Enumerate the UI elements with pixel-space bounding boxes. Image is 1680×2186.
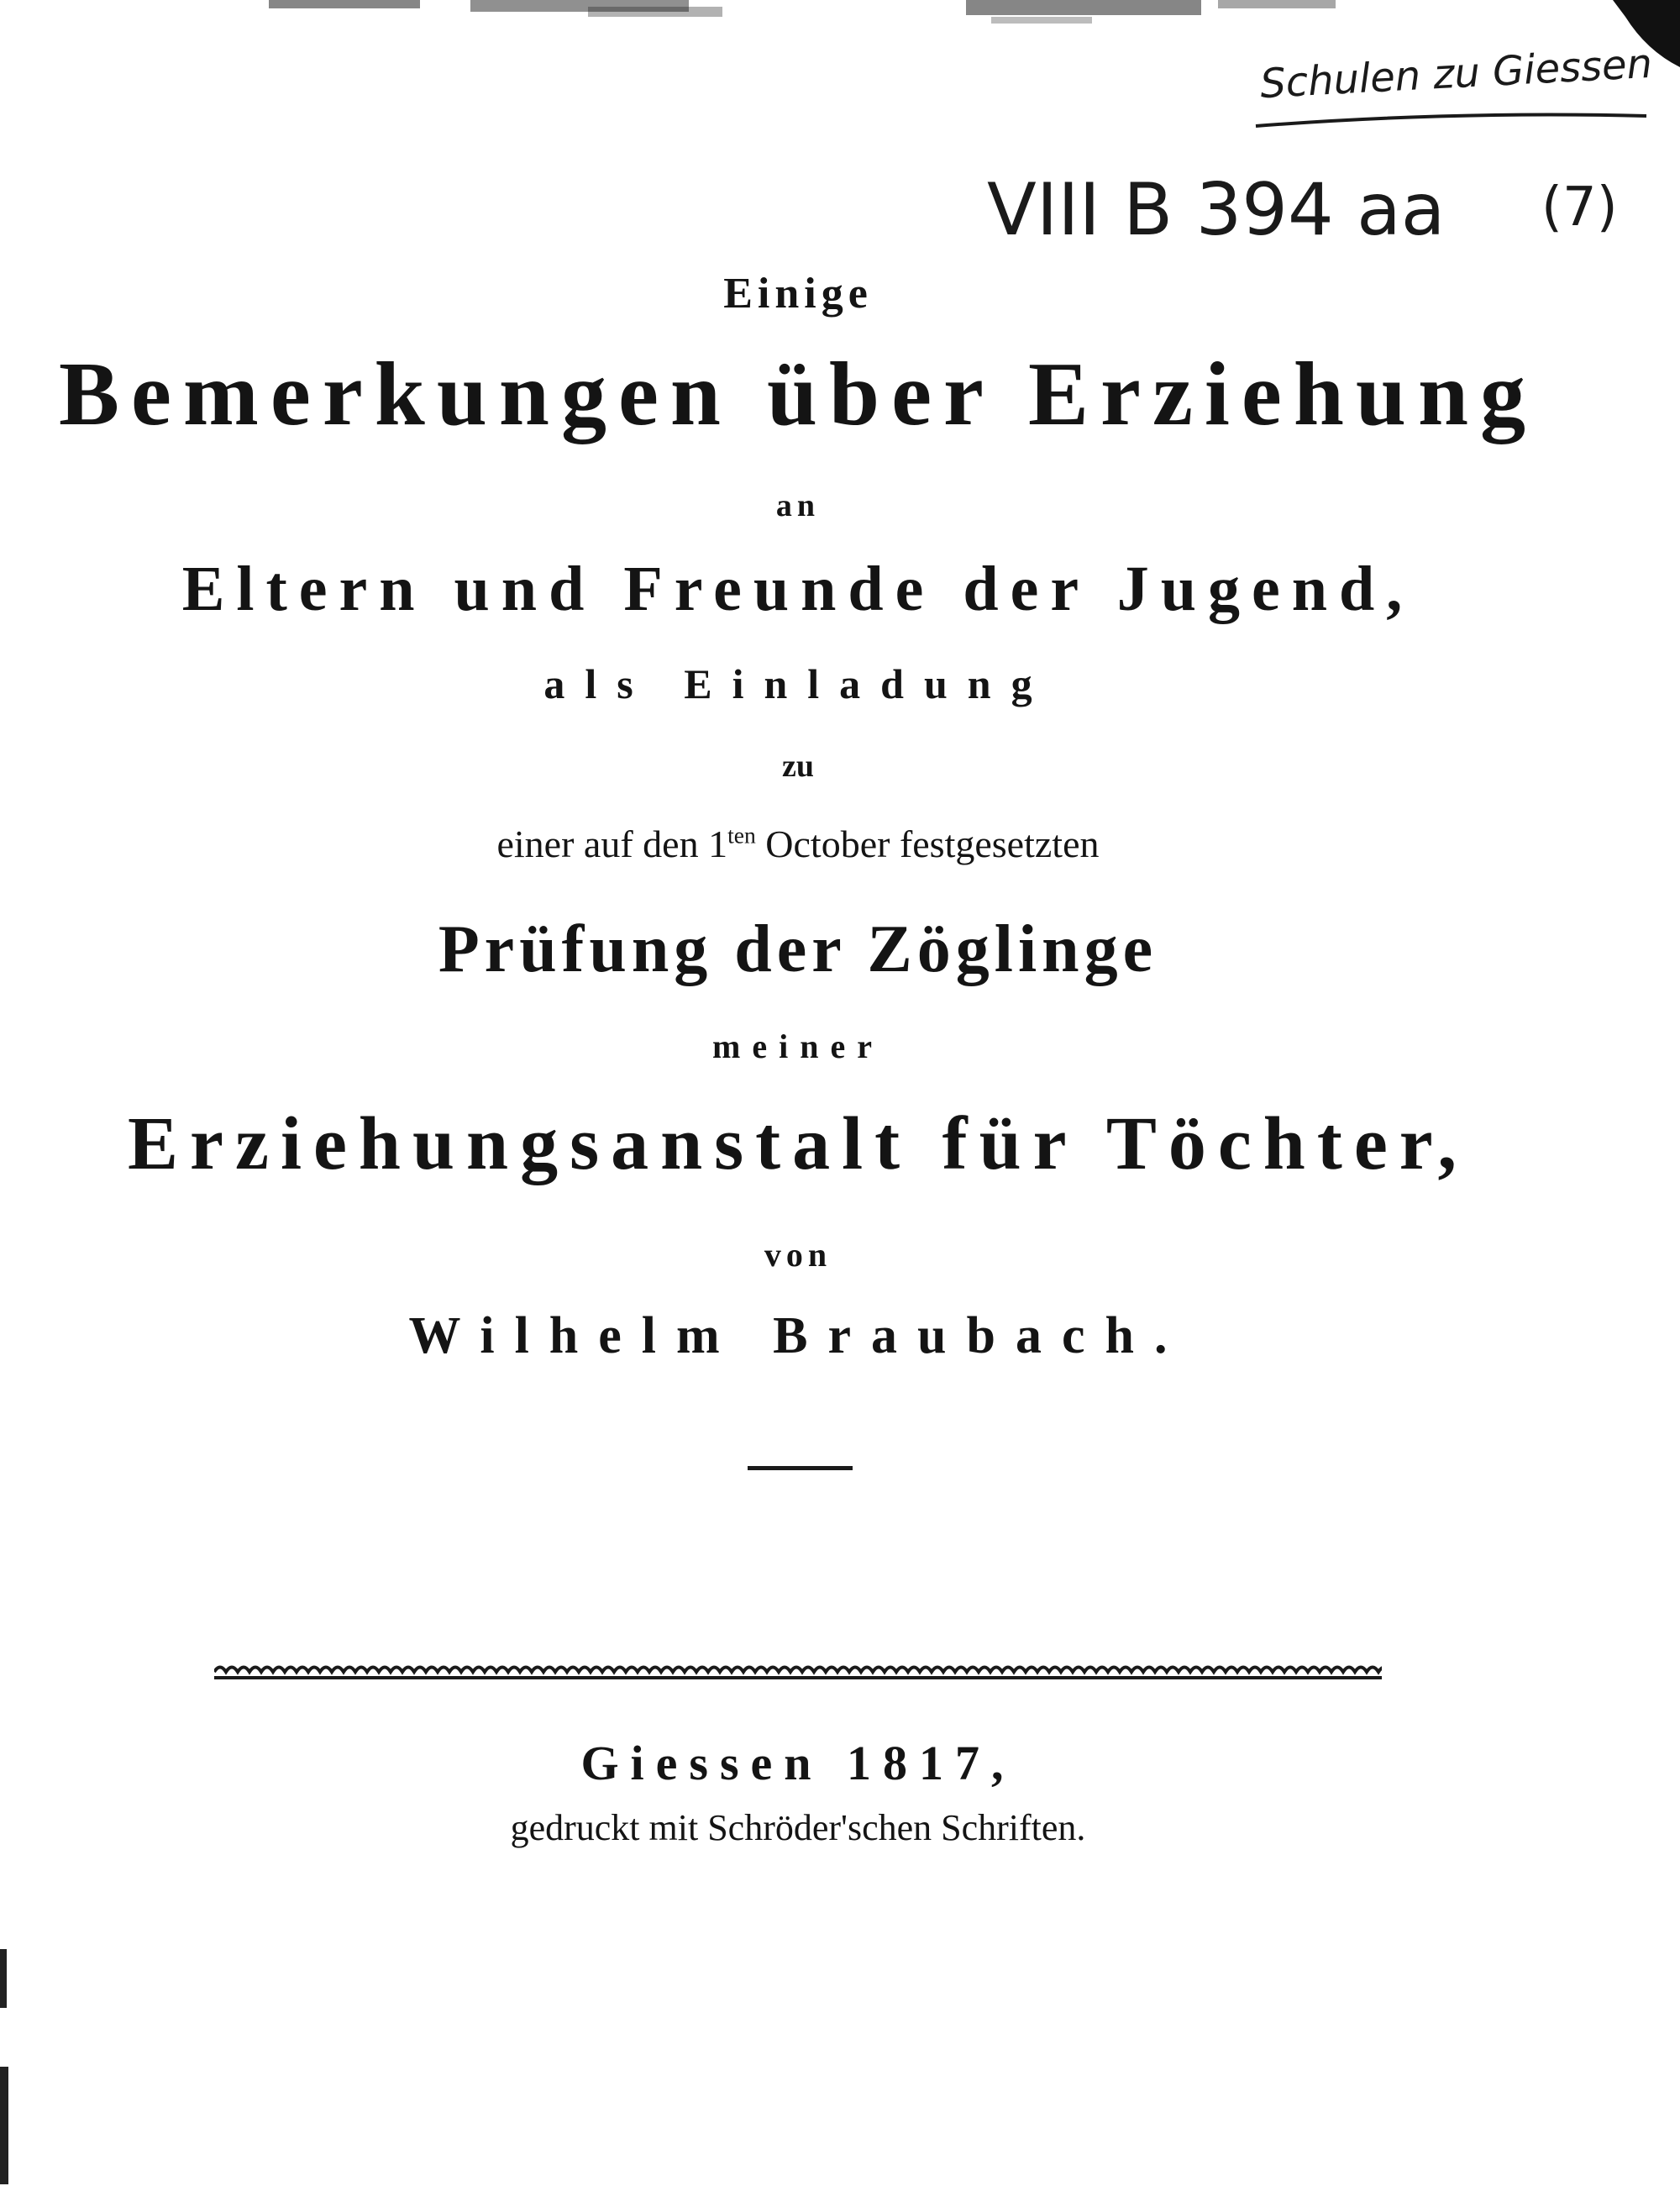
imprint-printer: gedruckt mit Schröder'schen Schriften. [510, 1807, 1086, 1848]
handwritten-shelfmark: VIII B 394 aa [987, 168, 1446, 252]
title-line-bemerkungen: Bemerkungen über Erziehung [58, 344, 1538, 444]
title-line-einige: Einige [723, 270, 873, 318]
title-line-date [0, 822, 1596, 866]
imprint-place-year: Giessen 1817, [580, 1736, 1016, 1790]
handwritten-underline [1252, 108, 1655, 133]
author-name: Wilhelm Braubach. [408, 1307, 1188, 1364]
date-post: October festgesetzten [755, 822, 1100, 865]
handwritten-location: Schulen zu Giessen [1258, 39, 1654, 108]
title-line-pruefung: Prüfung der Zöglinge [438, 912, 1158, 986]
title-line-von: von [764, 1236, 832, 1274]
ornamental-divider [214, 1659, 1382, 1684]
short-divider [748, 1466, 853, 1470]
handwritten-suffix: (7) [1541, 176, 1618, 239]
date-pre: einer auf den 1 [496, 822, 728, 865]
title-line-meiner: meiner [712, 1027, 884, 1065]
title-line-erziehungsanstalt: Erziehungsanstalt für Töchter, [128, 1102, 1468, 1185]
title-line-zu: zu [782, 749, 814, 784]
title-line-eltern: Eltern und Freunde der Jugend, [181, 554, 1415, 624]
title-line-einladung: als Einladung [543, 660, 1053, 707]
scan-left-edge [0, 1848, 10, 2186]
title-line-an: an [775, 488, 821, 523]
date-sup: ten [727, 822, 756, 849]
